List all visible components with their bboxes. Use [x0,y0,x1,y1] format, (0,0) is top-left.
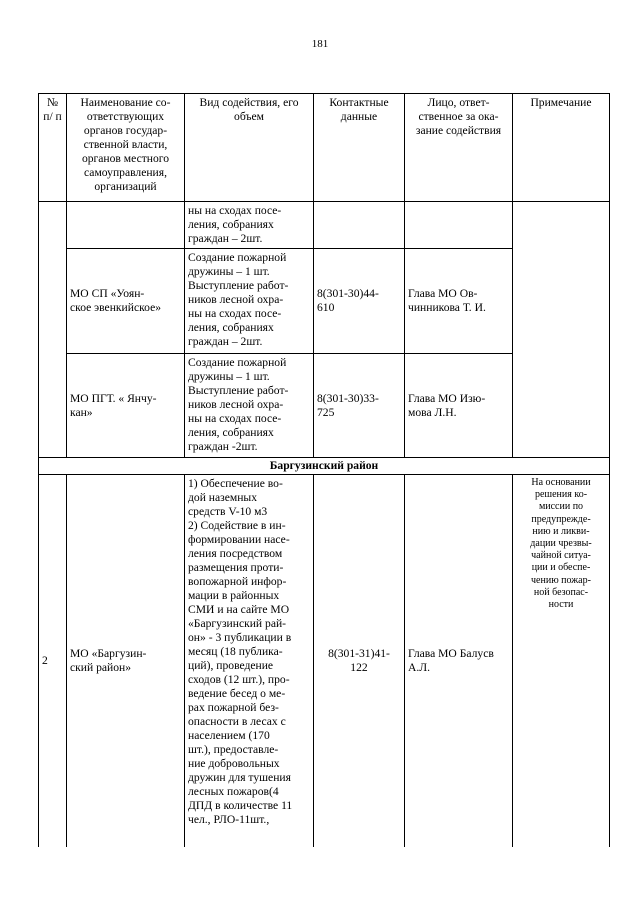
header-contacts: Контактные данные [314,94,405,202]
person-cell [405,202,513,249]
org-cell: МО ПГТ. « Янчу- кан» [67,354,185,458]
row-num-cell: 2 [39,475,67,847]
org-cell: МО «Баргузин- ский район» [67,475,185,847]
org-cell [67,202,185,249]
table-row [39,475,610,847]
header-type: Вид содействия, его объем [185,94,314,202]
contacts-cell: 8(301-30)33- 725 [314,354,405,458]
assistance-type-cell: ны на сходах посе- ления, собраниях граждан – 2шт. [185,202,314,249]
header-note: Примечание [513,94,610,202]
table-row [39,202,610,249]
contacts-cell: 8(301-30)44- 610 [314,249,405,354]
note-cell: На основании решения ко- миссии по предупрежде- нию и ликви- дации чрезвы- чайной ситуа- ции и обеспе- чению пожар- ной безопас- ности [513,475,610,847]
header-num: № п/ п [39,94,67,202]
note-cell [513,202,610,458]
section-title: Баргузинский район [39,458,610,475]
header-row [39,94,610,202]
section-row [39,458,610,475]
contacts-cell [314,202,405,249]
header-org: Наименование со-ответствующих органов государ-ственной власти, органов местного самоуправления, организаций [67,94,185,202]
assistance-type-cell: 1) Обеспечение во- дой наземных средств V-10 м3 2) Содействие в ин- формировании насе- ления посредством размещения проти- вопожарной инфор- мации в районных СМИ и на сайте МО «Баргузинский рай- он» - 3 публикации в месяц (18 публика- ций), проведение сходов (12 шт.), про- ведение бесед о ме- рах пожарной без- опасности в лесах с населением (170 шт.), предоставле- ние добровольных дружин для тушения лесных пожаров(4 ДПД в количестве 11 чел., РЛО-11шт., [185,475,314,847]
row-num-cell [39,202,67,458]
contacts-cell: 8(301-31)41- 122 [314,475,405,847]
page-number: 181 [311,38,329,50]
person-cell: Глава МО Изю- мова Л.Н. [405,354,513,458]
assistance-table [38,93,610,847]
header-person: Лицо, ответ-ственное за ока-зание содействия [405,94,513,202]
person-cell: Глава МО Балусв А.Л. [405,475,513,847]
assistance-type-cell: Создание пожарной дружины – 1 шт. Выступление работ- ников лесной охра- ны на сходах посе- ления, собраниях граждан – 2шт. [185,249,314,354]
assistance-type-cell: Создание пожарной дружины – 1 шт. Выступление работ- ников лесной охра- ны на сходах посе- ления, собраниях граждан -2шт. [185,354,314,458]
person-cell: Глава МО Ов- чинникова Т. И. [405,249,513,354]
org-cell: МО СП «Уоян- ское эвенкийское» [67,249,185,354]
